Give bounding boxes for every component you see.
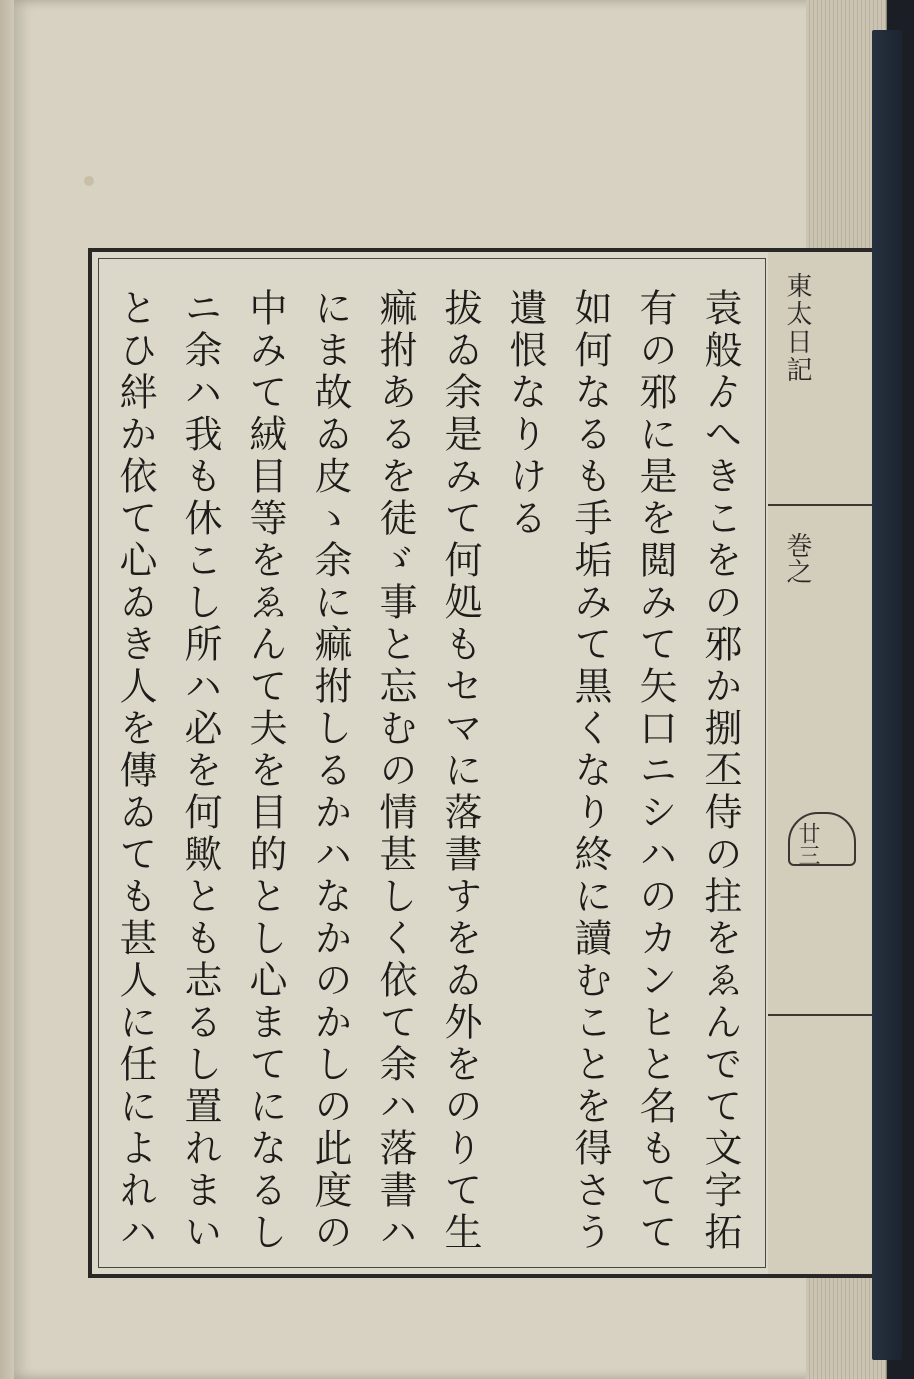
margin-column [768, 248, 872, 1278]
text-column-8: 中みて絨目等をゑんて夫を目的とし心まてになるし [243, 288, 287, 1254]
text-column-10: とひ絆か依て心ゐき人を傳ゐても甚人に任によれハ [113, 288, 157, 1254]
margin-divider [768, 504, 872, 506]
text-column-7: にま故ゐ皮ゝ余に痲拊しるかハなかのかしの此度の [308, 288, 352, 1254]
book-title: 東太日記 [782, 272, 812, 384]
text-column-6: 痲拊あるを徒ゞ事と忘むの情甚しく依て余ハ落書ハ [373, 288, 417, 1254]
text-column-9: ニ余ハ我も休こし所ハ必を何歟とも志るし置れまい [178, 288, 222, 1254]
text-frame [88, 248, 776, 1278]
paper-stain [84, 176, 94, 186]
text-block [104, 288, 754, 1258]
text-column-2: 有の邪に是を閲みて矢口ニシハのカンヒと名もてて [633, 288, 677, 1254]
text-column-4: 遺恨なりける [503, 288, 547, 540]
volume-label: 巻之 [782, 532, 812, 584]
text-column-3: 如何なるも手垢みて黒くなり終に讀むことを得さう [568, 288, 612, 1254]
folio-number: 廿三 [795, 822, 820, 866]
text-column-5: 拔ゐ余是みて何処もセマに落書すをゐ外をのりて生 [438, 288, 482, 1254]
left-page-edge [0, 0, 15, 1379]
text-column-1: 袁般ゟへきこをの邪か捌丕侍の拄をゑんでて文字拓 [698, 288, 742, 1254]
cover-board [872, 30, 902, 1360]
margin-divider [768, 1014, 872, 1016]
